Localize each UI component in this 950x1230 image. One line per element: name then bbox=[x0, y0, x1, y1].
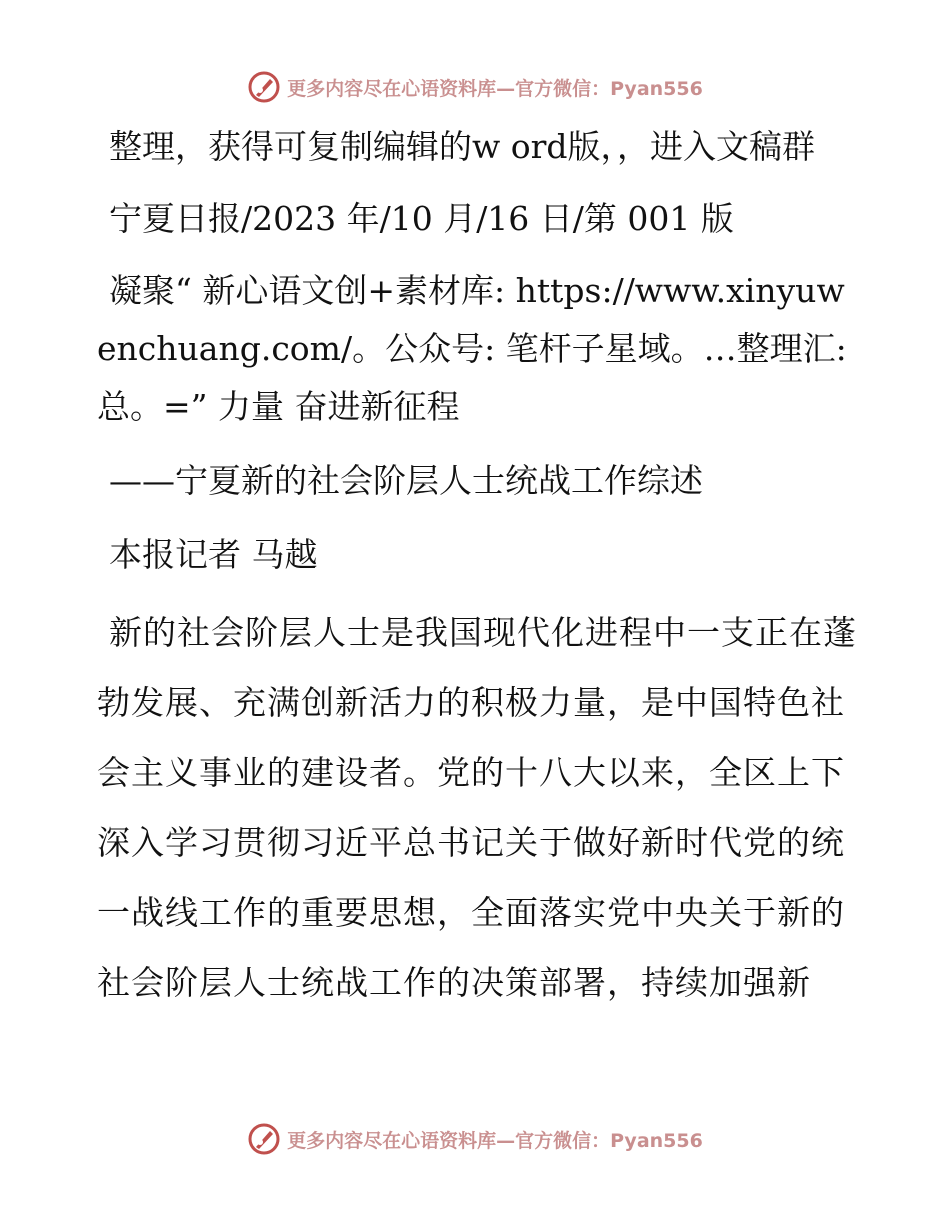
body-paragraph: 新的社会阶层人士是我国现代化进程中一支正在蓬勃发展、充满创新活力的积极力量，是中国特色社会主义事业的建设者。党的十八大以来，全区上下深入学习贯彻习近平总书记关于做好新时代党的统一战线工作的重要思想，全面落实党中央关于新的社会阶层人士统战工作的决策部署，持续加强新 bbox=[97, 613, 857, 1002]
header-watermark bbox=[0, 70, 950, 104]
watermark-text: 更多内容尽在心语资料库—官方微信：Pyan556 bbox=[287, 1129, 703, 1152]
pen-logo-icon bbox=[247, 70, 281, 104]
watermark-text: 更多内容尽在心语资料库—官方微信：Pyan556 bbox=[287, 77, 703, 100]
intro-line: 整理，获得可复制编辑的w ord版，，进入文稿群 bbox=[109, 127, 816, 166]
pen-logo-icon bbox=[247, 1122, 281, 1156]
dateline: 宁夏日报/2023 年/10 月/16 日/第 001 版 bbox=[109, 199, 734, 238]
document-body bbox=[97, 118, 857, 1018]
subtitle: ——宁夏新的社会阶层人士统战工作综述 bbox=[109, 461, 703, 500]
headline: 凝聚“ 新心语文创+素材库: https://www.xinyuwenchuang.com/。公众号: 笔杆子星域。…整理汇:总。=” 力量 奋进新征程 bbox=[97, 271, 847, 426]
footer-watermark bbox=[0, 1122, 950, 1156]
byline: 本报记者 马越 bbox=[109, 535, 318, 574]
